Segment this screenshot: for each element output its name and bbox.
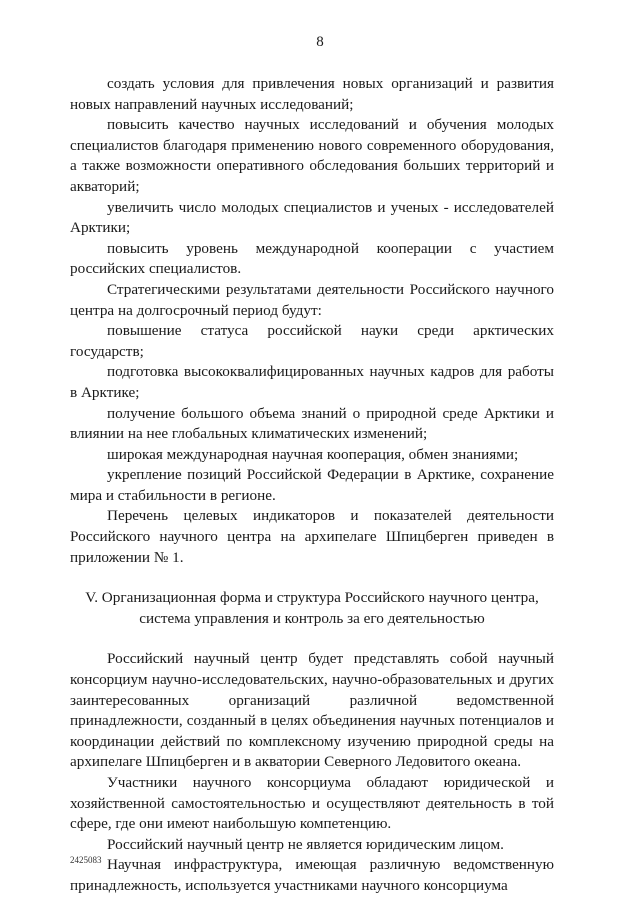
- section-heading-line: V. Организационная форма и структура Российского научного центра,: [85, 589, 539, 607]
- paragraph: Стратегическими результатами деятельности Российского научного центра на долгосрочный период будут:: [70, 280, 554, 319]
- paragraph: Перечень целевых индикаторов и показателей деятельности Российского научного центра на архипелаге Шпицберген приведен в приложении № 1.: [70, 507, 554, 566]
- paragraph: повысить качество научных исследований и обучения молодых специалистов благодаря применению нового современного оборудования, а также возможности оперативного обследования больших территорий и акваторий;: [70, 116, 554, 195]
- paragraph: укрепление позиций Российской Федерации в Арктике, сохранение мира и стабильности в регионе.: [70, 466, 554, 504]
- paragraph: Российский научный центр будет представлять собой научный консорциум научно-исследовательских, научно-образовательных и других заинтересованных организаций различной ведомственной принадлежности, созданный в целях объединения научных потенциалов и координации действий по комплексному изучению природной среды на архипелаге Шпицберген и в акватории Северного Ледовитого океана.: [70, 650, 554, 771]
- paragraph: широкая международная научная кооперация, обмен знаниями;: [107, 445, 519, 463]
- paragraph: Участники научного консорциума обладают юридической и хозяйственной самостоятельностью и осуществляют деятельность в той сфере, где они имеют наибольшую компетенцию.: [70, 774, 554, 833]
- paragraph: Научная инфраструктура, имеющая различную ведомственную принадлежность, используется участниками научного консорциума: [70, 856, 554, 894]
- document-code: 2425083: [70, 855, 102, 865]
- page-number: 8: [316, 34, 324, 50]
- paragraph: повышение статуса российской науки среди арктических государств;: [70, 322, 554, 360]
- document-body: [70, 74, 554, 897]
- paragraph: повысить уровень международной кооперации с участием российских специалистов.: [70, 239, 554, 278]
- paragraph: увеличить число молодых специалистов и ученых - исследователей Арктики;: [70, 198, 554, 237]
- section-heading: [70, 588, 554, 629]
- paragraph: получение большого объема знаний о природной среде Арктики и влиянии на нее глобальных климатических изменений;: [70, 404, 554, 443]
- section-heading-line: система управления и контроль за его деятельностью: [139, 609, 485, 627]
- paragraph: подготовка высококвалифицированных научных кадров для работы в Арктике;: [70, 363, 554, 401]
- paragraph: Российский научный центр не является юридическим лицом.: [107, 835, 504, 853]
- paragraph: создать условия для привлечения новых организаций и развития новых направлений научных исследований;: [70, 75, 554, 113]
